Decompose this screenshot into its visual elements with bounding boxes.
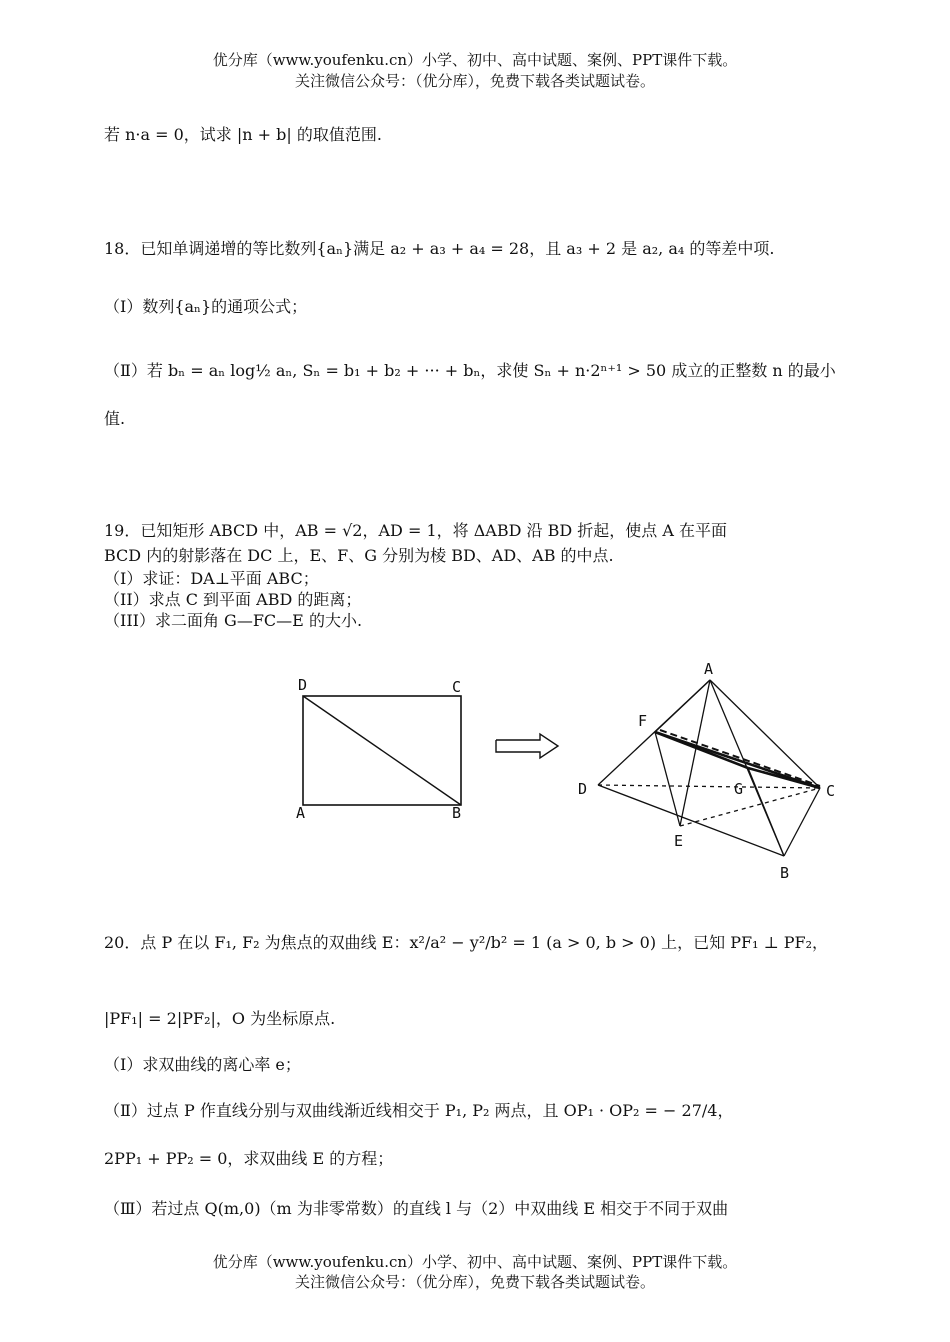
q19-stem-2: BCD 内的射影落在 DC 上，E、F、G 分别为棱 BD、AD、AB 的中点.: [104, 546, 614, 565]
q20-part2-cont: 2PP₁ + PP₂ = 0，求双曲线 E 的方程；: [104, 1149, 394, 1168]
q20-stem-1: 20．点 P 在以 F₁, F₂ 为焦点的双曲线 E：x²/a² − y²/b² = 1 (a > 0, b > 0) 上，已知 PF₁ ⊥ PF₂，: [104, 933, 829, 952]
solid-label-e: E: [674, 832, 684, 850]
q18-part2-cont: 值.: [104, 409, 126, 428]
solid-label-b: B: [780, 864, 790, 882]
footer-line-1: 优分库（www.youfenku.cn）小学、初中、高中试题、案例、PPT课件下载。: [212, 1253, 738, 1271]
q19-part3: （III）求二面角 G—FC—E 的大小.: [104, 611, 363, 630]
header-line-2: 关注微信公众号：（优分库），免费下载各类试题试卷。: [294, 72, 655, 90]
q18-part2: （Ⅱ）若 bₙ = aₙ log½ aₙ, Sₙ = b₁ + b₂ + ··· + bₙ，求使 Sₙ + n·2ⁿ⁺¹ > 50 成立的正整数 n 的最小: [104, 361, 836, 380]
q17-tail: 若 n·a = 0，试求 |n + b| 的取值范围.: [104, 125, 382, 144]
folded-solid: [598, 680, 820, 856]
footer-line-2: 关注微信公众号：（优分库），免费下载各类试题试卷。: [294, 1273, 655, 1291]
q18-part1: （Ⅰ）数列{aₙ}的通项公式；: [104, 297, 308, 316]
solid-label-d: D: [578, 780, 588, 798]
solid-label-c: C: [826, 782, 836, 800]
rect-label-c: C: [452, 678, 462, 696]
diagonal-bd: [303, 696, 461, 805]
rect-label-a: A: [296, 804, 306, 822]
header-line-1: 优分库（www.youfenku.cn）小学、初中、高中试题、案例、PPT课件下载。: [212, 51, 738, 69]
q20-stem-2: |PF₁| = 2|PF₂|，O 为坐标原点.: [104, 1009, 336, 1028]
fold-arrow-icon: [496, 734, 558, 758]
solid-label-g: G: [734, 780, 744, 798]
q20-part3: （Ⅲ）若过点 Q(m,0)（m 为非零常数）的直线 l 与（2）中双曲线 E 相交于不同于双曲: [104, 1199, 729, 1218]
q20-part2: （Ⅱ）过点 P 作直线分别与双曲线渐近线相交于 P₁, P₂ 两点，且 OP₁ · OP₂ = − 27/4，: [104, 1101, 734, 1120]
q19-part2: （II）求点 C 到平面 ABD 的距离；: [104, 590, 362, 609]
solid-label-a: A: [704, 660, 714, 678]
rect-label-b: B: [452, 804, 462, 822]
rect-label-d: D: [298, 676, 308, 694]
q19-part1: （I）求证：DA⊥平面 ABC；: [104, 569, 319, 588]
q18-stem: 18．已知单调递增的等比数列{aₙ}满足 a₂ + a₃ + a₄ = 28，且 a₃ + 2 是 a₂, a₄ 的等差中项.: [104, 239, 775, 258]
q20-part1: （Ⅰ）求双曲线的离心率 e；: [104, 1055, 301, 1074]
solid-label-f: F: [638, 712, 648, 730]
geometry-figure: [0, 650, 950, 910]
q19-stem-1: 19．已知矩形 ABCD 中，AB = √2，AD = 1，将 ΔABD 沿 BD 折起，使点 A 在平面: [104, 521, 727, 540]
